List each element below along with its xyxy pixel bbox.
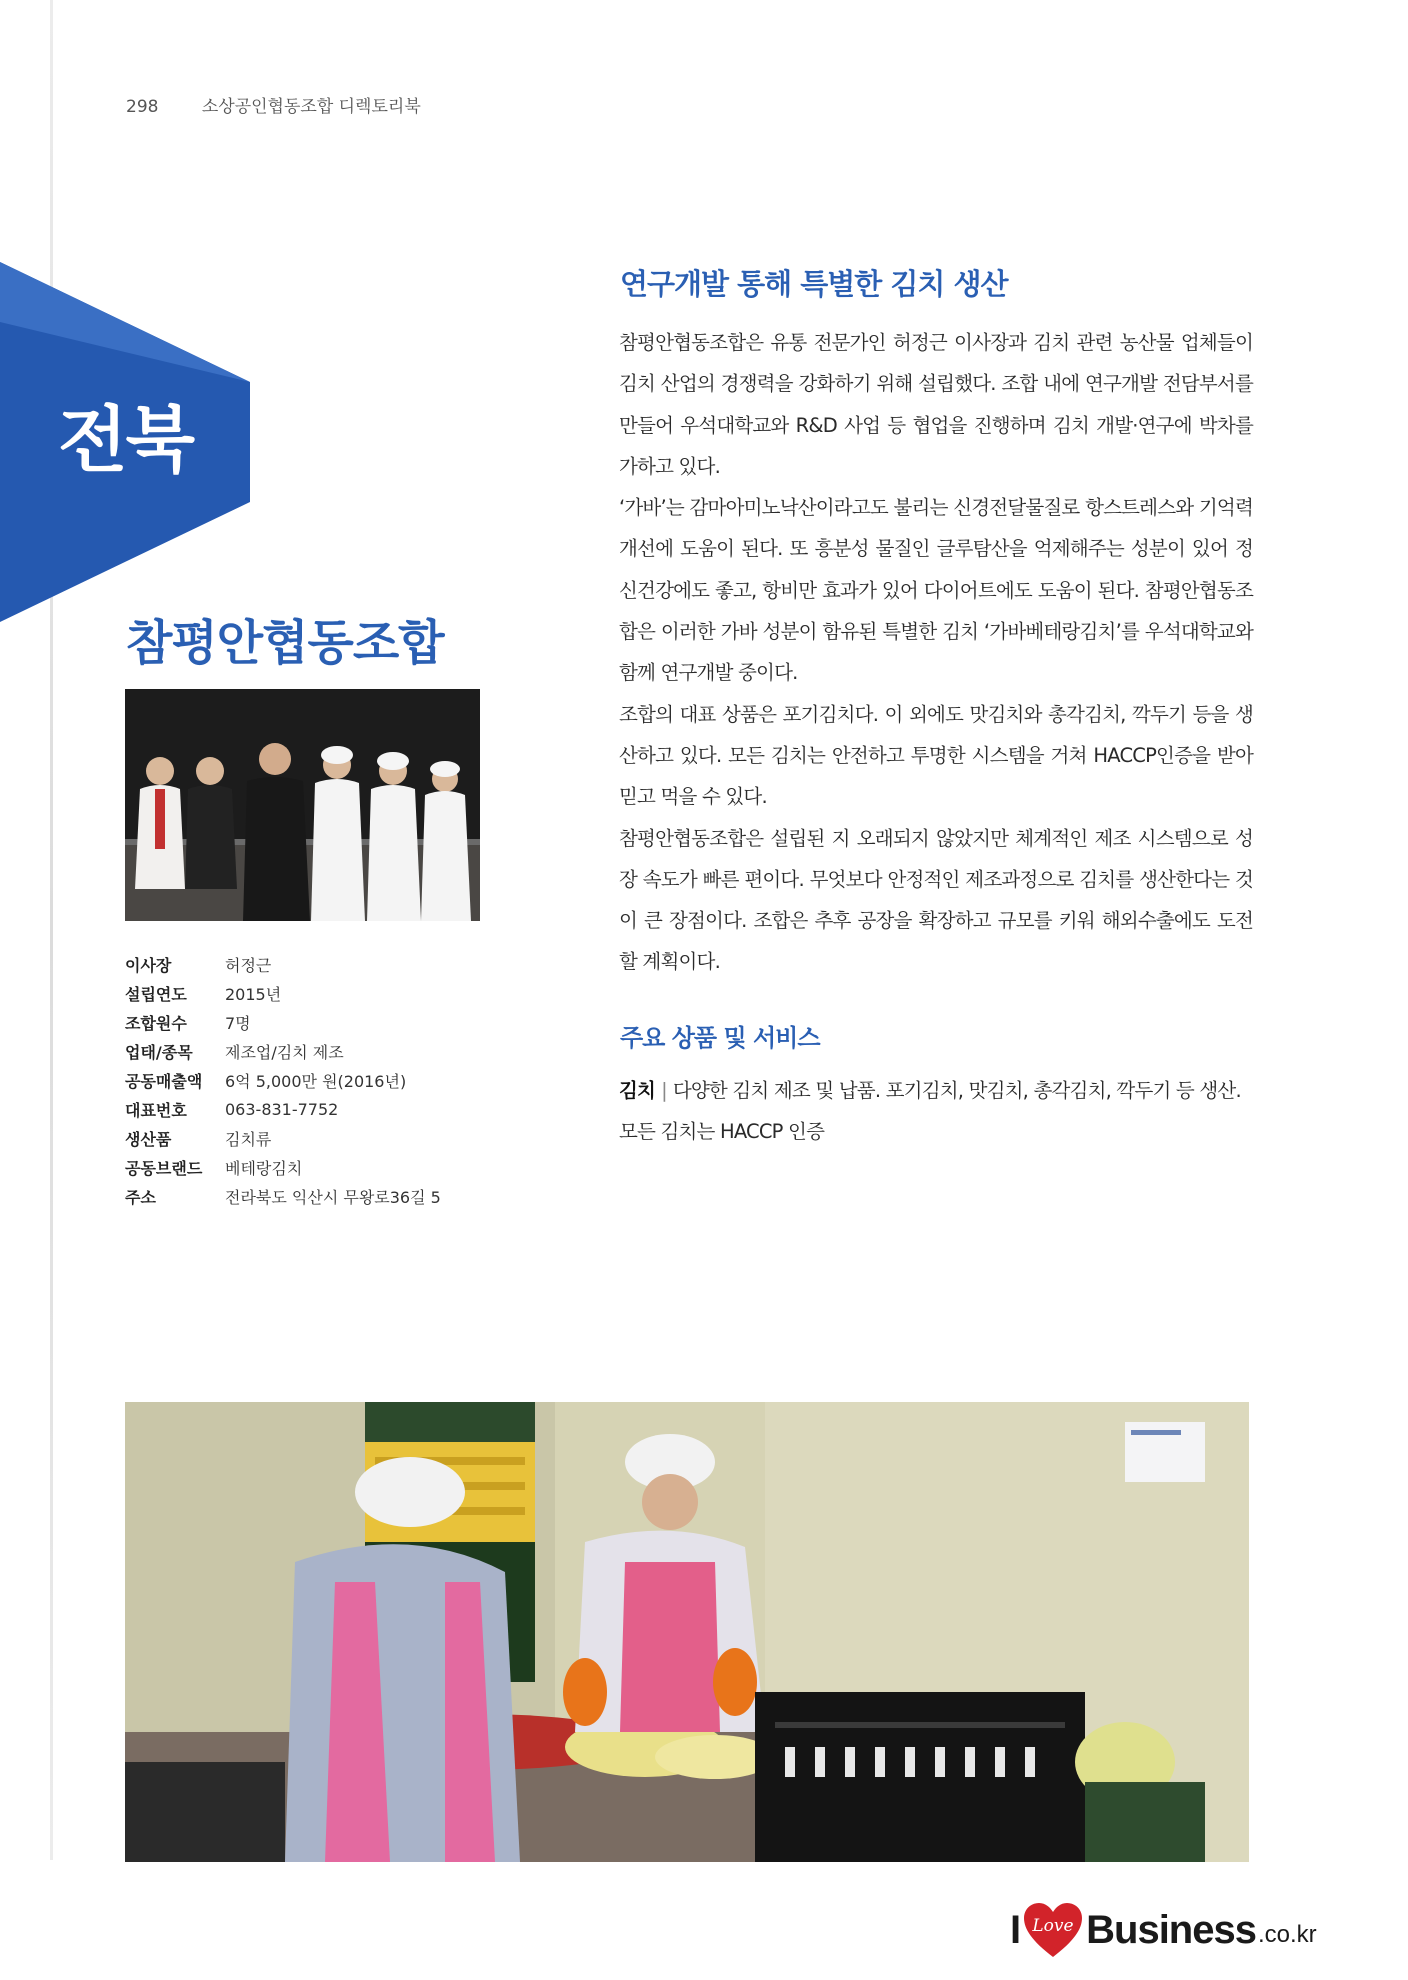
info-row-products	[125, 1124, 505, 1153]
logo-love: Love	[1032, 1916, 1074, 1936]
book-title: 소상공인협동조합 디렉토리북	[201, 97, 421, 117]
info-row-chairman	[125, 950, 505, 979]
heart-icon	[1022, 1901, 1084, 1959]
info-value: 베테랑김치	[225, 1159, 303, 1178]
product-name: 김치	[619, 1079, 656, 1102]
logo-i: I	[1010, 1907, 1021, 1952]
info-key: 공동브랜드	[125, 1159, 203, 1178]
info-value: 전라북도 익산시 무왕로36길 5	[225, 1188, 441, 1207]
logo-business: Business	[1086, 1907, 1256, 1952]
product-description: 다양한 김치 제조 및 납품. 포기김치, 맛김치, 총각김치, 깍두기 등 생산. 모든 김치는 HACCP 인증	[619, 1079, 1241, 1143]
info-row-industry	[125, 1037, 505, 1066]
info-key: 이사장	[125, 956, 172, 975]
paragraph: ‘가바’는 감마아미노낙산이라고도 불리는 신경전달물질로 항스트레스와 기억력 개선에 도움이 된다. 또 흥분성 물질인 글루탐산을 억제해주는 성분이 있어 정신건강에도 좋고, 항비만 효과가 있어 다이어트에도 도움이 된다. 참평안협동조합은 이러한 가바 성분이 함유된 특별한 김치 ‘가바베테랑김치’를 우석대학교와 함께 연구개발 중이다.	[619, 496, 1253, 685]
organization-name: 참평안협동조합	[126, 615, 444, 671]
product-entry	[619, 1070, 1253, 1152]
info-value: 6억 5,000만 원(2016년)	[225, 1072, 407, 1091]
info-key: 대표번호	[125, 1101, 187, 1120]
running-header	[126, 92, 421, 117]
info-value: 063-831-7752	[225, 1100, 339, 1119]
info-value: 제조업/김치 제조	[225, 1043, 344, 1062]
info-value: 김치류	[225, 1130, 272, 1149]
info-key: 설립연도	[125, 985, 187, 1004]
region-label: 전북	[58, 398, 194, 482]
team-photo	[125, 689, 480, 921]
info-row-phone	[125, 1095, 505, 1124]
info-row-founded	[125, 979, 505, 1008]
info-row-brand	[125, 1153, 505, 1182]
info-row-address	[125, 1182, 505, 1211]
article-body	[619, 322, 1253, 983]
info-key: 공동매출액	[125, 1072, 203, 1091]
info-row-members	[125, 1008, 505, 1037]
info-value: 7명	[225, 1014, 251, 1033]
info-value: 2015년	[225, 985, 282, 1004]
logo-domain: .co.kr	[1257, 1921, 1317, 1948]
section-title: 연구개발 통해 특별한 김치 생산	[620, 267, 1008, 301]
kimchi-production-photo	[125, 1402, 1249, 1862]
i-love-business-logo	[1010, 1900, 1317, 1960]
info-key: 업태/종목	[125, 1043, 193, 1062]
paragraph: 조합의 대표 상품은 포기김치다. 이 외에도 맛김치와 총각김치, 깍두기 등을 생산하고 있다. 모든 김치는 안전하고 투명한 시스템을 거쳐 HACCP인증을 받아 믿고 먹을 수 있다.	[619, 702, 1253, 809]
paragraph: 참평안협동조합은 유통 전문가인 허정근 이사장과 김치 관련 농산물 업체들이 김치 산업의 경쟁력을 강화하기 위해 설립했다. 조합 내에 연구개발 전담부서를 만들어 우석대학교와 R&D 사업 등 협업을 진행하며 김치 개발·연구에 박차를 가하고 있다.	[619, 331, 1253, 478]
info-row-revenue	[125, 1066, 505, 1095]
organization-info-table	[125, 950, 505, 1211]
paragraph: 참평안협동조합은 설립된 지 오래되지 않았지만 체계적인 제조 시스템으로 성장 속도가 빠른 편이다. 무엇보다 안정적인 제조과정으로 김치를 생산한다는 것이 큰 장점이다. 조합은 추후 공장을 확장하고 규모를 키워 해외수출에도 도전할 계획이다.	[619, 826, 1253, 974]
page-number: 298	[126, 97, 159, 117]
product-separator: |	[661, 1079, 667, 1102]
info-value: 허정근	[225, 956, 272, 975]
products-title: 주요 상품 및 서비스	[620, 1024, 820, 1052]
info-key: 생산품	[125, 1130, 172, 1149]
info-key: 주소	[125, 1188, 156, 1207]
info-key: 조합원수	[125, 1014, 187, 1033]
